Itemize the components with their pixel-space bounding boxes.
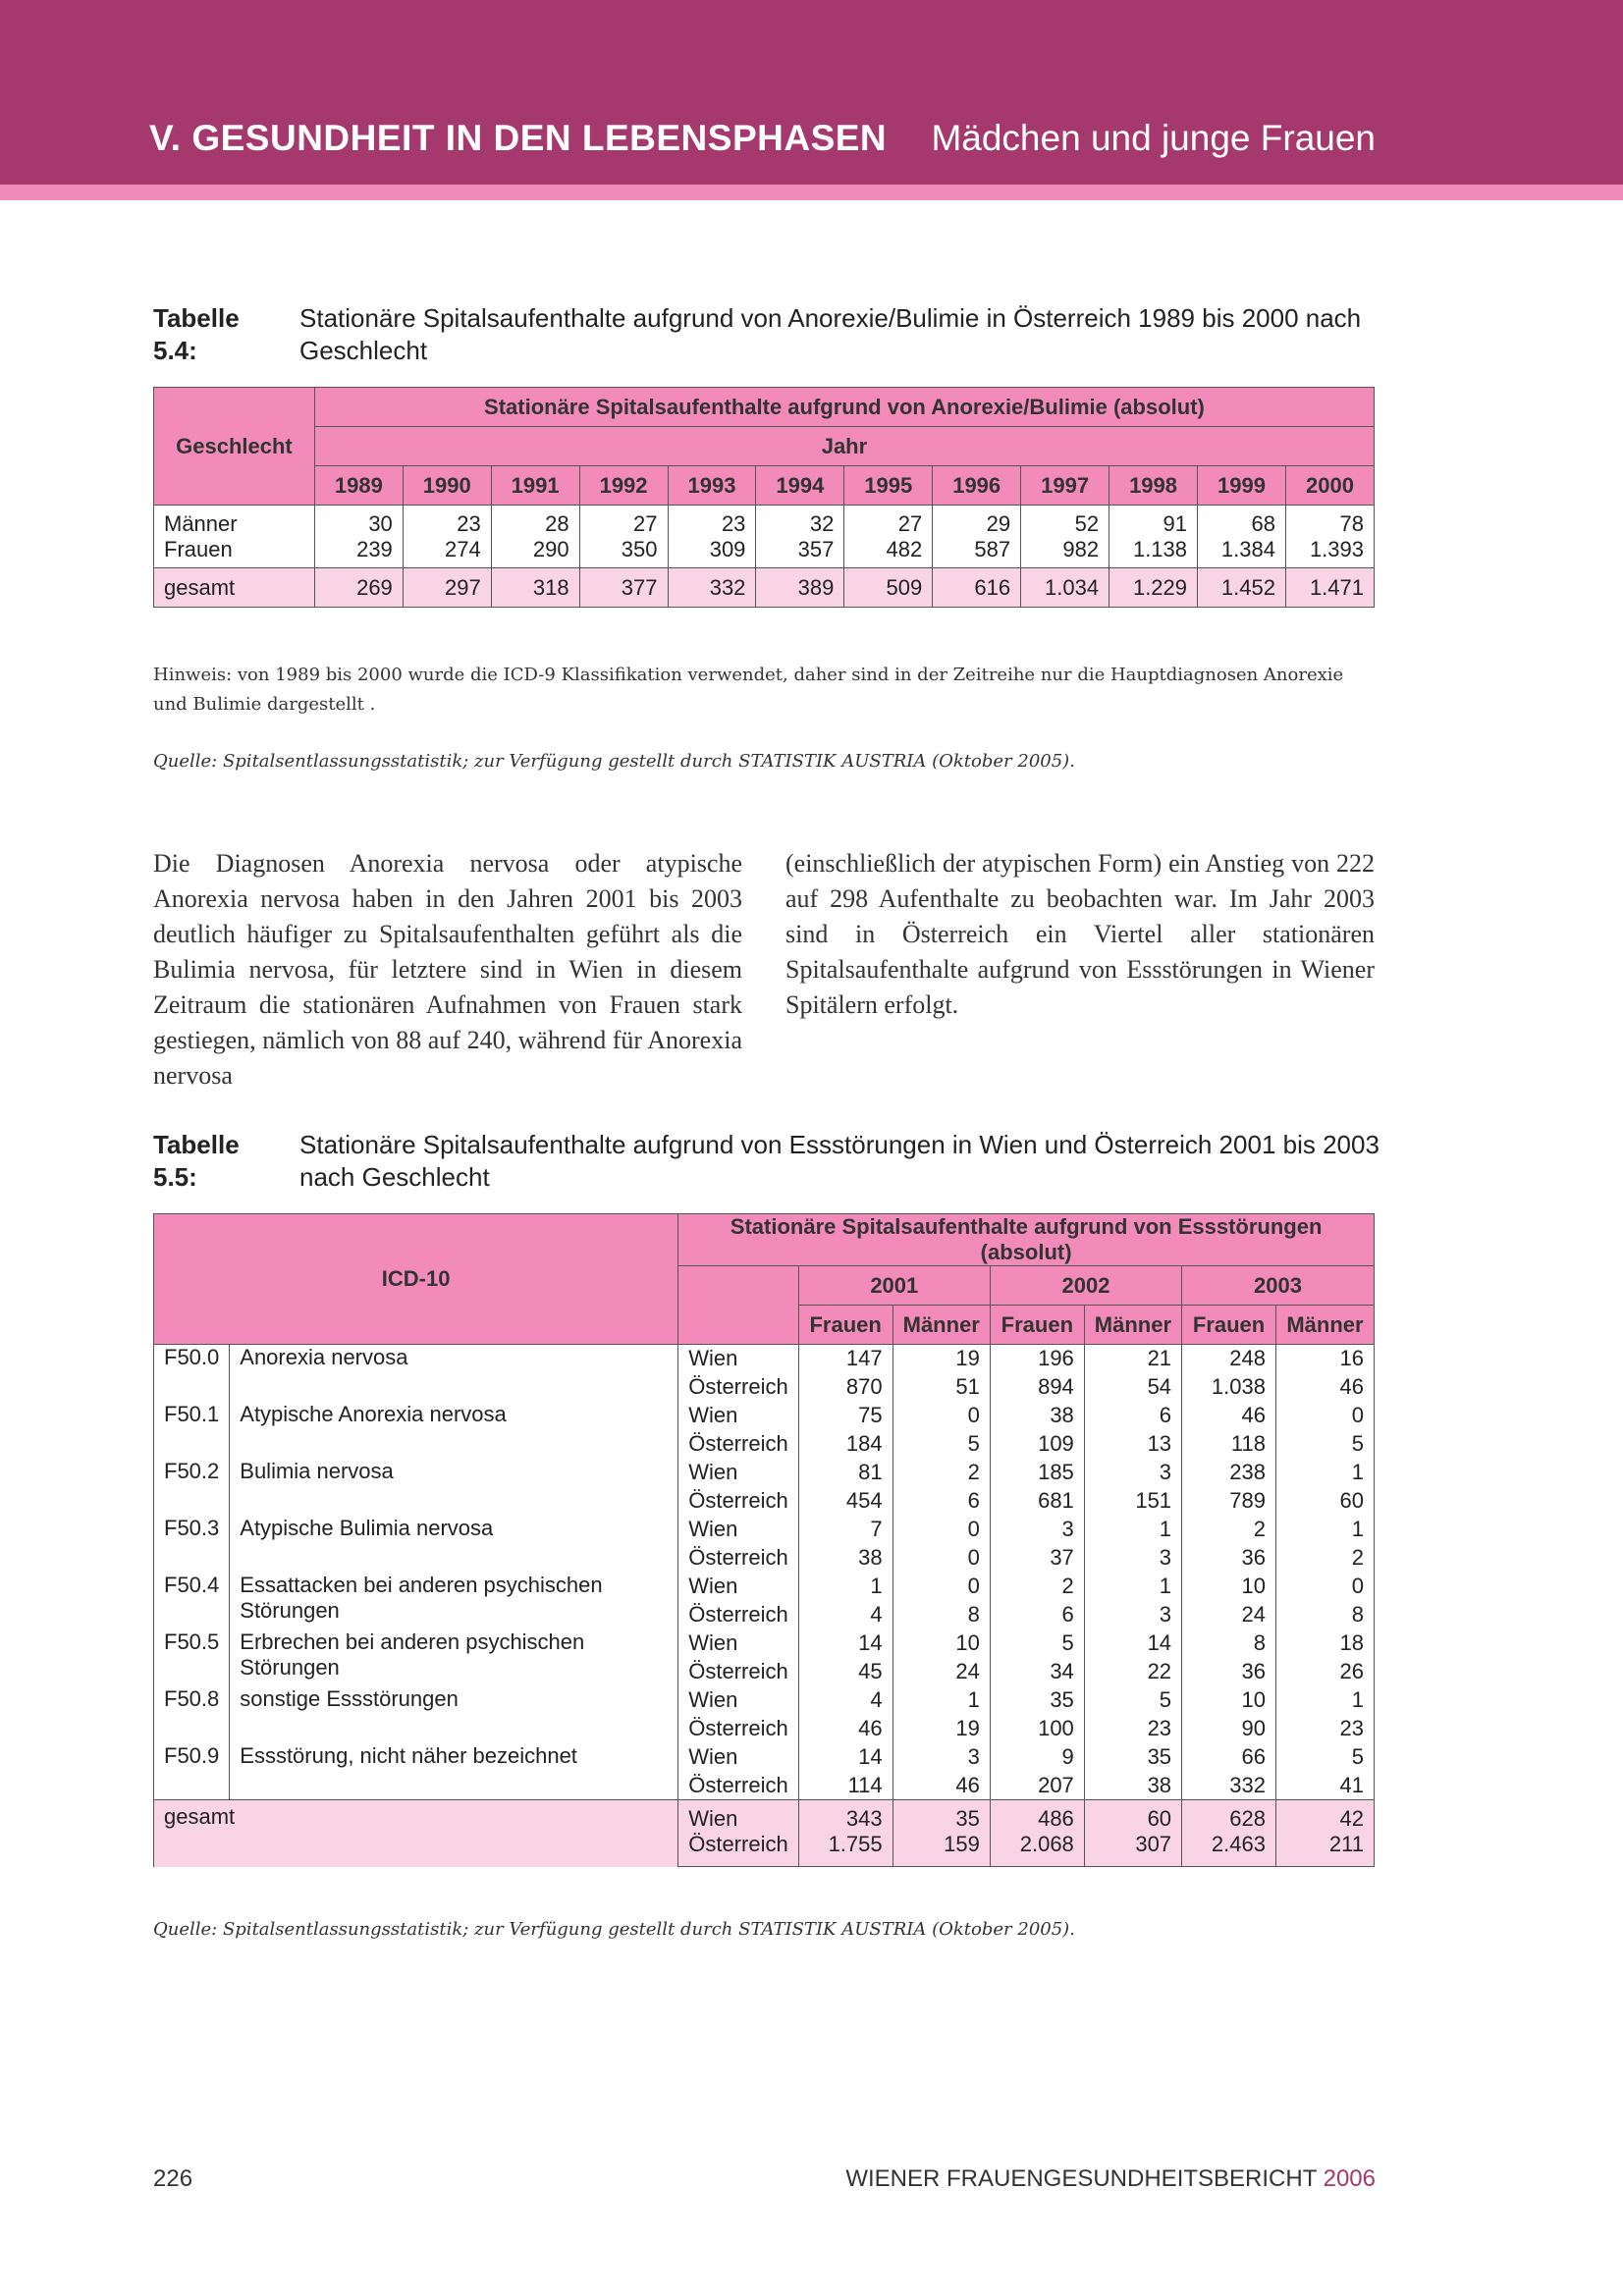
cell: 894 (990, 1373, 1084, 1402)
year-cell: 1997 (1021, 466, 1109, 506)
cell: 9 (990, 1743, 1084, 1772)
cell: 26 (1275, 1658, 1374, 1686)
cell: 23 (1275, 1715, 1374, 1743)
region-label: Wien (678, 1516, 798, 1544)
cell: 1.384 (1198, 537, 1286, 568)
cell: 2 (1275, 1544, 1374, 1573)
cell: 0 (1275, 1402, 1374, 1430)
cell: 54 (1084, 1373, 1181, 1402)
cell: 211 (1275, 1832, 1374, 1867)
table2-row-wien (154, 1629, 1375, 1658)
cell: 0 (893, 1544, 990, 1573)
table1-label: Tabelle 5.4: (153, 303, 240, 365)
cell: 357 (756, 537, 844, 568)
cell: 2.068 (990, 1832, 1084, 1867)
cell: 151 (1084, 1487, 1181, 1516)
icd-name: Atypische Anorexia nervosa (230, 1402, 678, 1459)
cell: 18 (1275, 1629, 1374, 1658)
cell: 1 (1275, 1686, 1374, 1715)
icd-name: Erbrechen bei anderen psychischen Störungen (230, 1629, 678, 1686)
cell: 28 (491, 506, 579, 537)
cell: 307 (1084, 1832, 1181, 1867)
cell: 14 (798, 1743, 893, 1772)
region-label: Wien (678, 1345, 798, 1373)
icd-code: F50.8 (154, 1686, 230, 1743)
cell: 1.038 (1182, 1373, 1276, 1402)
cell: 24 (1182, 1601, 1276, 1629)
cell: 3 (1084, 1601, 1181, 1629)
cell: 78 (1285, 506, 1374, 537)
subheader-cell: Frauen (990, 1306, 1084, 1345)
cell: 114 (798, 1772, 893, 1800)
subheader-cell: Männer (1275, 1306, 1374, 1345)
cell: 109 (990, 1430, 1084, 1459)
cell: 38 (990, 1402, 1084, 1430)
cell: 1.229 (1109, 568, 1198, 608)
cell: 66 (1182, 1743, 1276, 1772)
cell: 1.034 (1021, 568, 1109, 608)
cell: 628 (1182, 1800, 1276, 1832)
cell: 350 (579, 537, 668, 568)
table2-row-wien (154, 1573, 1375, 1601)
region-label: Wien (678, 1629, 798, 1658)
cell: 5 (893, 1430, 990, 1459)
cell: 36 (1182, 1658, 1276, 1686)
cell: 35 (1084, 1743, 1181, 1772)
icd-code: F50.2 (154, 1459, 230, 1516)
cell: 60 (1084, 1800, 1181, 1832)
region-label: Österreich (678, 1715, 798, 1743)
region-label: Österreich (678, 1544, 798, 1573)
cell: 2 (990, 1573, 1084, 1601)
region-label: Österreich (678, 1430, 798, 1459)
cell: 159 (893, 1832, 990, 1867)
cell: 24 (893, 1658, 990, 1686)
cell: 0 (893, 1516, 990, 1544)
row-label: gesamt (154, 1800, 678, 1867)
cell: 8 (893, 1601, 990, 1629)
cell: 1 (893, 1686, 990, 1715)
year-cell: 1994 (756, 466, 844, 506)
cell: 36 (1182, 1544, 1276, 1573)
year-cell: 1993 (668, 466, 756, 506)
cell: 4 (798, 1686, 893, 1715)
cell: 34 (990, 1658, 1084, 1686)
table1-year-header: Jahr (314, 427, 1374, 466)
cell: 45 (798, 1658, 893, 1686)
cell: 23 (403, 506, 491, 537)
cell: 16 (1275, 1345, 1374, 1373)
cell: 19 (893, 1345, 990, 1373)
icd-name: Atypische Bulimia nervosa (230, 1516, 678, 1573)
cell: 100 (990, 1715, 1084, 1743)
cell: 681 (990, 1487, 1084, 1516)
cell: 10 (1182, 1686, 1276, 1715)
icd-code: F50.4 (154, 1573, 230, 1629)
cell: 60 (1275, 1487, 1374, 1516)
icd-name: Anorexia nervosa (230, 1345, 678, 1402)
footer-title (845, 2165, 1376, 2193)
table2-label: Tabelle 5.5: (153, 1130, 240, 1192)
region-label: Österreich (678, 1772, 798, 1800)
cell: 14 (1084, 1629, 1181, 1658)
cell: 297 (403, 568, 491, 608)
table2-total-wien (154, 1800, 1375, 1832)
cell: 5 (990, 1629, 1084, 1658)
cell: 22 (1084, 1658, 1181, 1686)
table2-title: Stationäre Spitalsaufenthalte aufgrund von Essstörungen in Wien und Österreich 2001 bis 2003 nach Geschlecht (299, 1130, 1380, 1192)
cell: 14 (798, 1629, 893, 1658)
cell: 3 (990, 1516, 1084, 1544)
table-5-4 (153, 387, 1375, 608)
cell: 184 (798, 1430, 893, 1459)
cell: 29 (933, 506, 1021, 537)
cell: 23 (1084, 1715, 1181, 1743)
cell: 51 (893, 1373, 990, 1402)
cell: 27 (844, 506, 933, 537)
cell: 1 (1275, 1516, 1374, 1544)
table1-row-maenner (154, 506, 1375, 537)
table1-row-gesamt (154, 568, 1375, 608)
table2-total (154, 1800, 1375, 1867)
cell: 41 (1275, 1772, 1374, 1800)
year-cell: 1998 (1109, 466, 1198, 506)
cell: 46 (1275, 1373, 1374, 1402)
table1-title: Stationäre Spitalsaufenthalte aufgrund von Anorexie/Bulimie in Österreich 1989 bis 2000 nach Geschlecht (299, 303, 1362, 365)
cell: 6 (990, 1601, 1084, 1629)
cell: 1.393 (1285, 537, 1374, 568)
body-text-left: Die Diagnosen Anorexia nervosa oder atypische Anorexia nervosa haben in den Jahren 2001 bis 2003 deutlich häufiger zu Spitalsaufenthalten geführt als die Bulimia nervosa, für letztere sind in Wien in diesem Zeitraum die stationären Aufnahmen von Frauen stark gestiegen, nämlich von 88 auf 240, während für Anorexia nervosa (153, 849, 742, 1090)
region-label: Österreich (678, 1658, 798, 1686)
subheader-cell: Männer (1084, 1306, 1181, 1345)
cell: 147 (798, 1345, 893, 1373)
cell: 2.463 (1182, 1832, 1276, 1867)
region-label: Wien (678, 1573, 798, 1601)
table2-row-wien (154, 1459, 1375, 1487)
year-cell: 1992 (579, 466, 668, 506)
cell: 68 (1198, 506, 1286, 537)
cell: 238 (1182, 1459, 1276, 1487)
table2-row-wien (154, 1516, 1375, 1544)
cell: 332 (1182, 1772, 1276, 1800)
icd-name: Essstörung, nicht näher bezeichnet (230, 1743, 678, 1800)
cell: 46 (798, 1715, 893, 1743)
row-label: gesamt (154, 568, 315, 608)
row-label: Männer (154, 506, 315, 537)
table2-icd-header: ICD-10 (154, 1214, 678, 1345)
icd-code: F50.5 (154, 1629, 230, 1686)
cell: 35 (893, 1800, 990, 1832)
cell: 38 (1084, 1772, 1181, 1800)
table2-row-wien (154, 1743, 1375, 1772)
cell: 0 (893, 1573, 990, 1601)
cell: 870 (798, 1373, 893, 1402)
cell: 5 (1275, 1430, 1374, 1459)
cell: 1.452 (1198, 568, 1286, 608)
year-cell: 1990 (403, 466, 491, 506)
cell: 239 (314, 537, 403, 568)
cell: 0 (893, 1402, 990, 1430)
cell: 75 (798, 1402, 893, 1430)
cell: 1 (798, 1573, 893, 1601)
cell: 42 (1275, 1800, 1374, 1832)
cell: 1.138 (1109, 537, 1198, 568)
subheader-cell: Frauen (1182, 1306, 1276, 1345)
region-label: Österreich (678, 1832, 798, 1867)
region-label: Wien (678, 1686, 798, 1715)
cell: 0 (1275, 1573, 1374, 1601)
cell: 81 (798, 1459, 893, 1487)
cell: 196 (990, 1345, 1084, 1373)
cell: 118 (1182, 1430, 1276, 1459)
row-label: Frauen (154, 537, 315, 568)
cell: 38 (798, 1544, 893, 1573)
page-number: 226 (153, 2165, 193, 2192)
year-cell: 2001 (798, 1266, 990, 1306)
year-cell: 2003 (1182, 1266, 1375, 1306)
cell: 789 (1182, 1487, 1276, 1516)
cell: 6 (1084, 1402, 1181, 1430)
year-cell: 2002 (990, 1266, 1181, 1306)
cell: 318 (491, 568, 579, 608)
cell: 5 (1275, 1743, 1374, 1772)
cell: 1.755 (798, 1832, 893, 1867)
cell: 486 (990, 1800, 1084, 1832)
body-text-right: (einschließlich der atypischen Form) ein Anstieg von 222 auf 298 Aufenthalte zu beobachten war. Im Jahr 2003 sind in Österreich ein Viertel aller stationären Spitalsaufenthalte aufgrund von Essstörungen in Wiener Spitälern erfolgt. (785, 849, 1375, 1019)
subheader-cell: Männer (893, 1306, 990, 1345)
cell: 1 (1084, 1573, 1181, 1601)
icd-code: F50.3 (154, 1516, 230, 1573)
cell: 185 (990, 1459, 1084, 1487)
cell: 309 (668, 537, 756, 568)
cell: 4 (798, 1601, 893, 1629)
icd-name: Bulimia nervosa (230, 1459, 678, 1516)
table1-row-frauen (154, 537, 1375, 568)
cell: 35 (990, 1686, 1084, 1715)
cell: 10 (1182, 1573, 1276, 1601)
icd-code: F50.0 (154, 1345, 230, 1402)
icd-code: F50.1 (154, 1402, 230, 1459)
cell: 207 (990, 1772, 1084, 1800)
cell: 2 (1182, 1516, 1276, 1544)
cell: 587 (933, 537, 1021, 568)
table1-note: Hinweis: von 1989 bis 2000 wurde die ICD-9 Klassifikation verwendet, daher sind in der Zeitreihe nur die Hauptdiagnosen Anorexie und Bulimie dargestellt . (153, 665, 1344, 715)
cell: 454 (798, 1487, 893, 1516)
year-cell: 1991 (491, 466, 579, 506)
table1-years-row (154, 466, 1375, 506)
cell: 3 (1084, 1544, 1181, 1573)
cell: 7 (798, 1516, 893, 1544)
table2-region-header (678, 1266, 798, 1345)
cell: 290 (491, 537, 579, 568)
section-title: V. GESUNDHEIT IN DEN LEBENSPHASEN (149, 118, 888, 158)
cell: 37 (990, 1544, 1084, 1573)
cell: 1 (1084, 1516, 1181, 1544)
cell: 3 (1084, 1459, 1181, 1487)
cell: 1 (1275, 1459, 1374, 1487)
cell: 377 (579, 568, 668, 608)
table2-row-wien (154, 1345, 1375, 1373)
cell: 32 (756, 506, 844, 537)
cell: 46 (893, 1772, 990, 1800)
table2-row-wien (154, 1402, 1375, 1430)
table-5-5 (153, 1213, 1375, 1867)
region-label: Österreich (678, 1601, 798, 1629)
cell: 343 (798, 1800, 893, 1832)
year-cell: 1995 (844, 466, 933, 506)
table2-super-header: Stationäre Spitalsaufenthalte aufgrund von Essstörungen (absolut) (678, 1214, 1375, 1266)
cell: 269 (314, 568, 403, 608)
cell: 21 (1084, 1345, 1181, 1373)
year-cell: 1996 (933, 466, 1021, 506)
cell: 482 (844, 537, 933, 568)
region-label: Wien (678, 1743, 798, 1772)
cell: 27 (579, 506, 668, 537)
section-subtitle: Mädchen und junge Frauen (931, 118, 1376, 158)
table2-row-wien (154, 1686, 1375, 1715)
cell: 389 (756, 568, 844, 608)
region-label: Wien (678, 1800, 798, 1832)
cell: 274 (403, 537, 491, 568)
cell: 509 (844, 568, 933, 608)
table1-super-header: Stationäre Spitalsaufenthalte aufgrund von Anorexie/Bulimie (absolut) (314, 388, 1374, 427)
footer-report-name: WIENER FRAUENGESUNDHEITSBERICHT (845, 2165, 1324, 2192)
region-label: Wien (678, 1459, 798, 1487)
icd-name: Essattacken bei anderen psychischen Störungen (230, 1573, 678, 1629)
cell: 6 (893, 1487, 990, 1516)
year-cell: 2000 (1285, 466, 1374, 506)
cell: 3 (893, 1743, 990, 1772)
cell: 23 (668, 506, 756, 537)
cell: 13 (1084, 1430, 1181, 1459)
region-label: Österreich (678, 1373, 798, 1402)
cell: 248 (1182, 1345, 1276, 1373)
table1-geschlecht-header: Geschlecht (154, 388, 315, 506)
cell: 46 (1182, 1402, 1276, 1430)
subheader-cell: Frauen (798, 1306, 893, 1345)
table2-source: Quelle: Spitalsentlassungsstatistik; zur Verfügung gestellt durch STATISTIK AUSTRIA (Oktober 2005). (153, 1919, 1075, 1940)
icd-name: sonstige Essstörungen (230, 1686, 678, 1743)
cell: 2 (893, 1459, 990, 1487)
header-stripe (0, 185, 1623, 200)
region-label: Wien (678, 1402, 798, 1430)
cell: 30 (314, 506, 403, 537)
cell: 90 (1182, 1715, 1276, 1743)
icd-code: F50.9 (154, 1743, 230, 1800)
footer-year: 2006 (1323, 2165, 1376, 2192)
cell: 91 (1109, 506, 1198, 537)
table1-source: Quelle: Spitalsentlassungsstatistik; zur Verfügung gestellt durch STATISTIK AUSTRIA (Oktober 2005). (153, 751, 1075, 772)
region-label: Österreich (678, 1487, 798, 1516)
cell: 982 (1021, 537, 1109, 568)
table2-body (154, 1345, 1375, 1800)
cell: 19 (893, 1715, 990, 1743)
cell: 52 (1021, 506, 1109, 537)
cell: 1.471 (1285, 568, 1374, 608)
cell: 616 (933, 568, 1021, 608)
cell: 332 (668, 568, 756, 608)
cell: 5 (1084, 1686, 1181, 1715)
year-cell: 1989 (314, 466, 403, 506)
cell: 8 (1182, 1629, 1276, 1658)
cell: 10 (893, 1629, 990, 1658)
year-cell: 1999 (1198, 466, 1286, 506)
cell: 8 (1275, 1601, 1374, 1629)
